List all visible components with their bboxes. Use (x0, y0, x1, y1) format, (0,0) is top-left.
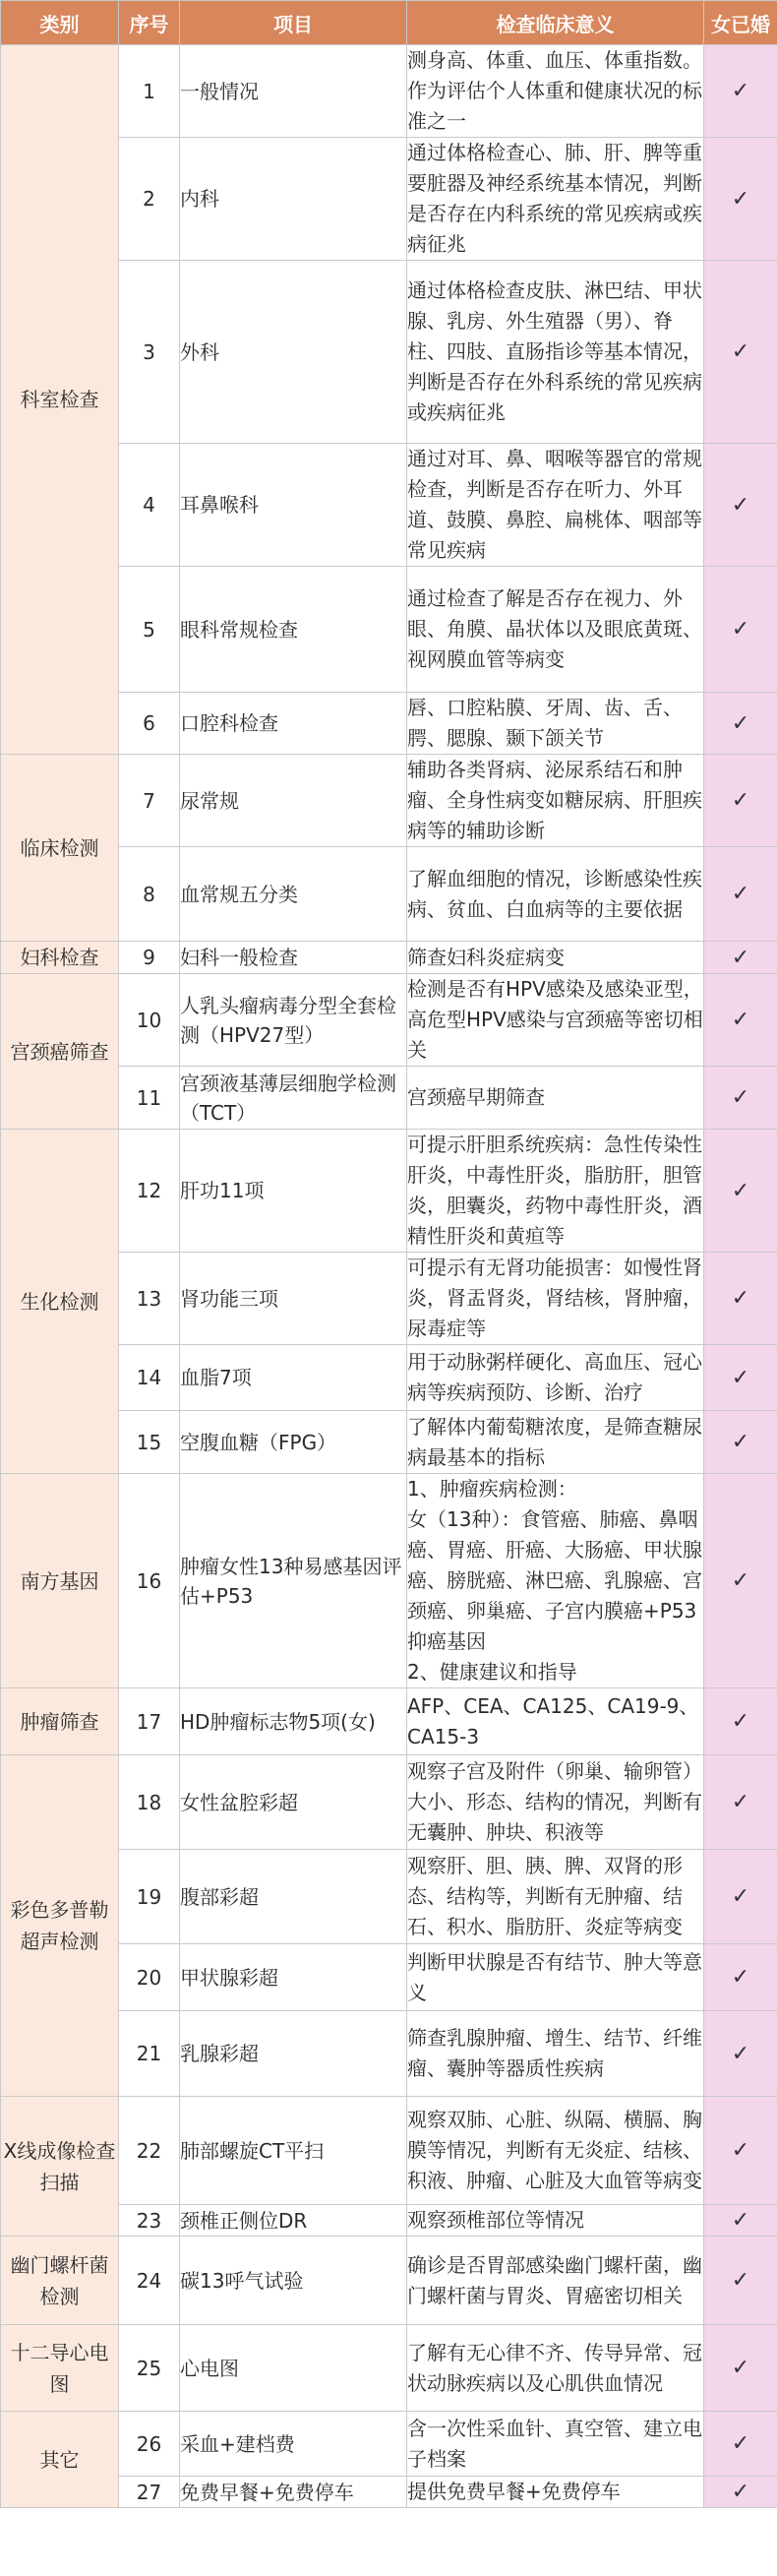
meaning-cell: 宫颈癌早期筛查 (407, 1067, 704, 1130)
number-cell: 26 (119, 2412, 180, 2477)
table-row (1, 2237, 777, 2325)
category-cell: 妇科检查 (1, 942, 119, 974)
number-cell: 8 (119, 847, 180, 942)
meaning-cell: 了解体内葡萄糖浓度，是筛查糖尿病最基本的指标 (407, 1411, 704, 1474)
item-cell: HD肿瘤标志物5项(女) (180, 1688, 407, 1755)
check-mark-icon: ✓ (704, 138, 777, 261)
number-cell: 4 (119, 444, 180, 567)
item-cell: 眼科常规检查 (180, 567, 407, 693)
number-cell: 24 (119, 2237, 180, 2325)
table-row (1, 974, 777, 1067)
item-cell: 肝功11项 (180, 1130, 407, 1253)
number-cell: 23 (119, 2205, 180, 2237)
header-item: 项目 (180, 1, 407, 45)
meaning-cell: 观察子宫及附件（卵巢、输卵管）大小、形态、结构的情况，判断有无囊肿、肿块、积液等 (407, 1755, 704, 1850)
check-mark-icon: ✓ (704, 2325, 777, 2412)
meaning-cell: 用于动脉粥样硬化、高血压、冠心病等疾病预防、诊断、治疗 (407, 1345, 704, 1411)
item-cell: 尿常规 (180, 755, 407, 847)
meaning-cell: 了解有无心律不齐、传导异常、冠状动脉疾病以及心肌供血情况 (407, 2325, 704, 2412)
meaning-cell: 通过检查了解是否存在视力、外眼、角膜、晶状体以及眼底黄斑、视网膜血管等病变 (407, 567, 704, 693)
header-category: 类别 (1, 1, 119, 45)
item-cell: 人乳头瘤病毒分型全套检测（HPV27型） (180, 974, 407, 1067)
item-cell: 女性盆腔彩超 (180, 1755, 407, 1850)
check-mark-icon: ✓ (704, 1755, 777, 1850)
check-mark-icon: ✓ (704, 1345, 777, 1411)
check-mark-icon: ✓ (704, 1688, 777, 1755)
header-row (1, 1, 777, 45)
item-cell: 内科 (180, 138, 407, 261)
item-cell: 妇科一般检查 (180, 942, 407, 974)
header-meaning: 检查临床意义 (407, 1, 704, 45)
check-mark-icon: ✓ (704, 2011, 777, 2097)
item-cell: 乳腺彩超 (180, 2011, 407, 2097)
check-mark-icon: ✓ (704, 2412, 777, 2477)
category-cell: 临床检测 (1, 755, 119, 942)
table-row (1, 45, 777, 138)
meaning-cell: 判断甲状腺是否有结节、肿大等意义 (407, 1944, 704, 2011)
table-row (1, 2325, 777, 2412)
item-cell: 碳13呼气试验 (180, 2237, 407, 2325)
meaning-cell: 了解血细胞的情况，诊断感染性疾病、贫血、白血病等的主要依据 (407, 847, 704, 942)
meaning-cell: 唇、口腔粘膜、牙周、齿、舌、腭、腮腺、颞下颌关节 (407, 693, 704, 755)
meaning-cell: 观察颈椎部位等情况 (407, 2205, 704, 2237)
item-cell: 血常规五分类 (180, 847, 407, 942)
number-cell: 10 (119, 974, 180, 1067)
meaning-cell: 检测是否有HPV感染及感染亚型，高危型HPV感染与宫颈癌等密切相关 (407, 974, 704, 1067)
check-mark-icon: ✓ (704, 2237, 777, 2325)
item-cell: 腹部彩超 (180, 1850, 407, 1944)
category-cell: 南方基因 (1, 1474, 119, 1688)
meaning-cell: 提供免费早餐+免费停车 (407, 2477, 704, 2508)
meaning-cell: 观察肝、胆、胰、脾、双肾的形态、结构等，判断有无肿瘤、结石、积水、脂肪肝、炎症等病变 (407, 1850, 704, 1944)
table-row (1, 1755, 777, 1850)
check-mark-icon: ✓ (704, 2097, 777, 2205)
number-cell: 21 (119, 2011, 180, 2097)
number-cell: 18 (119, 1755, 180, 1850)
meaning-cell: 通过对耳、鼻、咽喉等器官的常规检查，判断是否存在听力、外耳道、鼓膜、鼻腔、扁桃体、咽部等常见疾病 (407, 444, 704, 567)
item-cell: 外科 (180, 261, 407, 444)
meaning-cell: 通过体格检查心、肺、肝、脾等重要脏器及神经系统基本情况，判断是否存在内科系统的常见疾病或疾病征兆 (407, 138, 704, 261)
meaning-cell: 1、肿瘤疾病检测： 女（13种）：食管癌、肺癌、鼻咽癌、胃癌、肝癌、大肠癌、甲状腺癌、膀胱癌、淋巴癌、乳腺癌、宫颈癌、卵巢癌、子宫内膜癌+P53抑癌基因 2、健康建议和指导 (407, 1474, 704, 1688)
meaning-cell: 辅助各类肾病、泌尿系结石和肿瘤、全身性病变如糖尿病、肝胆疾病等的辅助诊断 (407, 755, 704, 847)
item-cell: 肿瘤女性13种易感基因评估+P53 (180, 1474, 407, 1688)
check-mark-icon: ✓ (704, 261, 777, 444)
item-cell: 颈椎正侧位DR (180, 2205, 407, 2237)
item-cell: 口腔科检查 (180, 693, 407, 755)
number-cell: 25 (119, 2325, 180, 2412)
category-cell: 生化检测 (1, 1130, 119, 1474)
category-cell: X线成像检查扫描 (1, 2097, 119, 2237)
number-cell: 27 (119, 2477, 180, 2508)
table-row (1, 755, 777, 847)
table-row (1, 1688, 777, 1755)
item-cell: 耳鼻喉科 (180, 444, 407, 567)
meaning-cell: 确诊是否胃部感染幽门螺杆菌，幽门螺杆菌与胃炎、胃癌密切相关 (407, 2237, 704, 2325)
number-cell: 6 (119, 693, 180, 755)
category-cell: 其它 (1, 2412, 119, 2508)
number-cell: 16 (119, 1474, 180, 1688)
check-mark-icon: ✓ (704, 942, 777, 974)
category-cell: 科室检查 (1, 45, 119, 755)
item-cell: 血脂7项 (180, 1345, 407, 1411)
number-cell: 5 (119, 567, 180, 693)
number-cell: 14 (119, 1345, 180, 1411)
table-row (1, 1474, 777, 1688)
item-cell: 空腹血糖（FPG） (180, 1411, 407, 1474)
category-cell: 十二导心电图 (1, 2325, 119, 2412)
check-mark-icon: ✓ (704, 693, 777, 755)
header-married-female: 女已婚 (704, 1, 777, 45)
number-cell: 7 (119, 755, 180, 847)
meaning-cell: 含一次性采血针、真空管、建立电子档案 (407, 2412, 704, 2477)
item-cell: 采血+建档费 (180, 2412, 407, 2477)
table-row (1, 2097, 777, 2205)
meaning-cell: 测身高、体重、血压、体重指数。作为评估个人体重和健康状况的标准之一 (407, 45, 704, 138)
check-mark-icon: ✓ (704, 2205, 777, 2237)
table-row (1, 942, 777, 974)
number-cell: 17 (119, 1688, 180, 1755)
check-mark-icon: ✓ (704, 1850, 777, 1944)
number-cell: 2 (119, 138, 180, 261)
item-cell: 一般情况 (180, 45, 407, 138)
meaning-cell: 可提示肝胆系统疾病：急性传染性肝炎，中毒性肝炎，脂肪肝，胆管炎，胆囊炎，药物中毒性肝炎，酒精性肝炎和黄疸等 (407, 1130, 704, 1253)
category-cell: 幽门螺杆菌检测 (1, 2237, 119, 2325)
item-cell: 肾功能三项 (180, 1253, 407, 1345)
check-mark-icon: ✓ (704, 847, 777, 942)
check-mark-icon: ✓ (704, 1944, 777, 2011)
check-mark-icon: ✓ (704, 444, 777, 567)
number-cell: 22 (119, 2097, 180, 2205)
number-cell: 1 (119, 45, 180, 138)
check-mark-icon: ✓ (704, 1474, 777, 1688)
item-cell: 宫颈液基薄层细胞学检测（TCT） (180, 1067, 407, 1130)
table-row (1, 1130, 777, 1253)
check-mark-icon: ✓ (704, 1411, 777, 1474)
number-cell: 11 (119, 1067, 180, 1130)
check-mark-icon: ✓ (704, 567, 777, 693)
table-row (1, 2412, 777, 2477)
category-cell: 肿瘤筛查 (1, 1688, 119, 1755)
check-mark-icon: ✓ (704, 2477, 777, 2508)
check-mark-icon: ✓ (704, 45, 777, 138)
meaning-cell: 筛查妇科炎症病变 (407, 942, 704, 974)
meaning-cell: 通过体格检查皮肤、淋巴结、甲状腺、乳房、外生殖器（男）、脊柱、四肢、直肠指诊等基本情况，判断是否存在外科系统的常见疾病或疾病征兆 (407, 261, 704, 444)
item-cell: 免费早餐+免费停车 (180, 2477, 407, 2508)
table-body (1, 45, 777, 2508)
meaning-cell: 观察双肺、心脏、纵隔、横膈、胸膜等情况，判断有无炎症、结核、积液、肿瘤、心脏及大血管等病变 (407, 2097, 704, 2205)
number-cell: 15 (119, 1411, 180, 1474)
item-cell: 肺部螺旋CT平扫 (180, 2097, 407, 2205)
check-mark-icon: ✓ (704, 1130, 777, 1253)
meaning-cell: AFP、CEA、CA125、CA19-9、CA15-3 (407, 1688, 704, 1755)
check-mark-icon: ✓ (704, 1253, 777, 1345)
category-cell: 宫颈癌筛查 (1, 974, 119, 1130)
check-mark-icon: ✓ (704, 1067, 777, 1130)
number-cell: 19 (119, 1850, 180, 1944)
number-cell: 3 (119, 261, 180, 444)
item-cell: 心电图 (180, 2325, 407, 2412)
number-cell: 12 (119, 1130, 180, 1253)
check-mark-icon: ✓ (704, 974, 777, 1067)
number-cell: 9 (119, 942, 180, 974)
item-cell: 甲状腺彩超 (180, 1944, 407, 2011)
number-cell: 13 (119, 1253, 180, 1345)
meaning-cell: 可提示有无肾功能损害：如慢性肾炎，肾盂肾炎，肾结核，肾肿瘤，尿毒症等 (407, 1253, 704, 1345)
header-number: 序号 (119, 1, 180, 45)
number-cell: 20 (119, 1944, 180, 2011)
check-mark-icon: ✓ (704, 755, 777, 847)
category-cell: 彩色多普勒超声检测 (1, 1755, 119, 2097)
meaning-cell: 筛查乳腺肿瘤、增生、结节、纤维瘤、囊肿等器质性疾病 (407, 2011, 704, 2097)
